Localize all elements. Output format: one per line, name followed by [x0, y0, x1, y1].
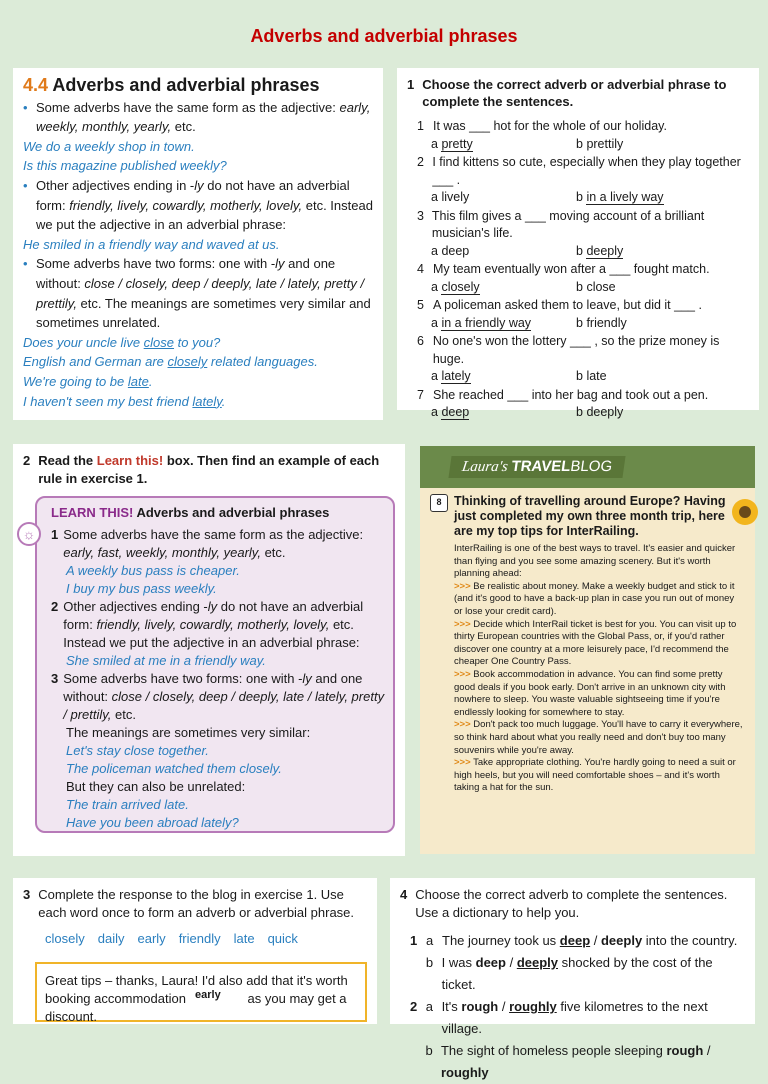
- learn-example: A weekly bus pass is cheaper.: [66, 563, 240, 578]
- exercise-2-card: [13, 444, 405, 856]
- blog-tip: >>> Be realistic about money. Make a weekly budget and stick to it (and it's good to have a back-up plan in case you run out of money or lose your credit card).: [454, 580, 735, 617]
- options: [407, 279, 749, 297]
- question-number: 7: [417, 387, 424, 402]
- blog-tip: >>> Book accommodation in advance. You can find some pretty good deals if you book early. Don't arrive in an unknown city with nowhere to sleep. You waste valuable sightseeing time if you're endlessly looking for somewhere to stay.: [454, 668, 726, 718]
- arrow-icon: >>>: [454, 668, 471, 680]
- option-b[interactable]: b friendly: [576, 315, 627, 330]
- item-letter: a: [425, 999, 434, 1014]
- word-bank-item: early: [137, 931, 166, 946]
- option-a[interactable]: a lively: [431, 190, 470, 204]
- question-text: My team eventually won after a ___ fought match.: [433, 262, 710, 276]
- options: [407, 243, 749, 261]
- item-text: It's rough / roughly five kilometres to the next village.: [441, 999, 708, 1036]
- example-3: He smiled in a friendly way and waved at us.: [23, 236, 280, 252]
- exercise-1-list: [407, 118, 749, 422]
- option-text: deeply: [586, 405, 624, 419]
- question-number: 1: [417, 119, 424, 133]
- question: [407, 208, 749, 243]
- options: [407, 315, 749, 333]
- option-text: lively: [441, 190, 470, 204]
- learn-example: I buy my bus pass weekly.: [66, 581, 217, 596]
- travel-blog-card: [420, 446, 755, 854]
- question-number: 2: [417, 155, 424, 169]
- blog-intro: InterRailing is one of the best ways to travel. It's easier and quicker than flying and you see some amazing scenery. But it's worth planning ahead:: [454, 543, 736, 580]
- blog-brand: Laura's TRAVELBLOG: [448, 456, 625, 478]
- option-a[interactable]: a in a friendly way: [431, 315, 532, 330]
- blog-body: [420, 488, 755, 795]
- blog-tip: >>> Take appropriate clothing. You're hardly going to need a suit or high heels, but you will need comfortable shoes – and it's worth taking a hat for the sun.: [454, 757, 736, 794]
- sunflower-icon: [727, 496, 757, 530]
- option-b[interactable]: b deeply: [576, 405, 624, 419]
- option-text: deeply: [586, 243, 624, 258]
- exercise-4-list: [400, 930, 745, 1084]
- question-text: She reached ___ into her bag and took out a pen.: [433, 387, 709, 402]
- learn-example: The policeman watched them closely.: [66, 761, 282, 776]
- question-number: 3: [417, 208, 424, 223]
- option-a[interactable]: a closely: [431, 279, 480, 294]
- option-text: closely: [441, 279, 480, 294]
- question: [407, 387, 749, 405]
- question: [407, 261, 749, 279]
- item-number: [410, 1040, 419, 1084]
- word-bank-item: late: [233, 931, 255, 946]
- word-bank-item: closely: [45, 931, 85, 946]
- exercise-4-item: [400, 996, 745, 1040]
- item-text: I was deep / deeply shocked by the cost of the ticket.: [441, 955, 713, 992]
- option-b[interactable]: b prettily: [576, 136, 624, 151]
- question-text: This film gives a ___ moving account of a brilliant musician's life.: [431, 208, 705, 240]
- word-bank-item: friendly: [178, 931, 221, 946]
- example-4: Does your uncle live close to you?: [23, 334, 221, 350]
- blog-tips: [430, 581, 743, 795]
- learn-example: She smiled at me in a friendly way.: [66, 653, 266, 668]
- exercise-4-item: [400, 930, 745, 952]
- question-number: 4: [417, 262, 424, 276]
- learn-this-title: LEARN THIS! Adverbs and adverbial phrases: [51, 505, 330, 520]
- calendar-icon: 8: [430, 494, 448, 512]
- item-text: The journey took us deep / deeply into the country.: [442, 933, 738, 948]
- choice-2[interactable]: roughly: [509, 999, 557, 1014]
- options: [407, 189, 749, 207]
- option-text: deep: [441, 405, 470, 419]
- lightbulb-icon: ☼: [17, 522, 41, 546]
- example-2: Is this magazine published weekly?: [23, 158, 227, 174]
- section-heading: [23, 76, 373, 96]
- option-text: lately: [441, 369, 471, 383]
- choice-1[interactable]: deep: [559, 933, 591, 948]
- option-b[interactable]: b late: [576, 369, 607, 383]
- blog-tip: >>> Decide which InterRail ticket is best for you. You can visit up to thirty European countries with the Global Pass, or, if you'd rather discover one country at a more leisurely pace, I'd recommend the cheaper One Country Pass.: [454, 618, 737, 668]
- option-b[interactable]: b close: [576, 279, 616, 294]
- exercise-4-item: [400, 952, 745, 996]
- question: [407, 118, 749, 136]
- exercise-3-heading: 3 Complete the response to the blog in exercise 1. Use each word once to form an adverb or adverbial phrase.: [23, 887, 355, 920]
- option-text: pretty: [441, 136, 473, 151]
- question-number: 5: [417, 298, 424, 312]
- option-a[interactable]: a lately: [431, 369, 471, 383]
- option-a[interactable]: a pretty: [431, 136, 473, 151]
- choice-1[interactable]: rough: [666, 1043, 704, 1058]
- item-letter: b: [425, 955, 434, 970]
- question-text: No one's won the lottery ___ , so the prize money is huge.: [432, 334, 720, 366]
- exercise-2-heading: 2 Read the Learn this! box. Then find an example of each rule in exercise 1.: [23, 453, 380, 486]
- learn-rule-1: 1 Some adverbs have the same form as the adjective: early, fast, weekly, monthly, yearly, etc.: [51, 527, 364, 560]
- choice-1[interactable]: deep: [475, 955, 506, 970]
- question: [407, 154, 749, 189]
- option-a[interactable]: a deep: [431, 243, 470, 258]
- question-number: 6: [417, 334, 424, 348]
- option-text: in a friendly way: [441, 315, 532, 330]
- word-bank-item: daily: [97, 931, 125, 946]
- question-text: A policeman asked them to leave, but did it ___ .: [433, 298, 702, 312]
- blog-heading: 8 Thinking of travelling around Europe? Having just completed my own three month trip, here are my top tips for InterRailing.: [430, 494, 743, 539]
- option-text: close: [586, 279, 616, 294]
- options: [407, 404, 749, 422]
- example-5: English and German are closely related languages.: [23, 354, 318, 370]
- learn-text: But they can also be unrelated:: [66, 779, 246, 794]
- example-1: We do a weekly shop in town.: [23, 138, 195, 154]
- learn-rule-3: 3 Some adverbs have two forms: one with -ly and one without: close / closely, deep / deeply, late / lately, pretty / prettily, etc.: [51, 671, 385, 722]
- option-text: late: [586, 369, 607, 383]
- options: [407, 136, 749, 154]
- learn-example: Have you been abroad lately?: [66, 815, 239, 830]
- rule-2: • Other adjectives ending in -ly do not have an adverbial form: friendly, lively, cowardly, motherly, lovely, etc. Instead we put the adjective in an adverbial phrase:: [23, 176, 373, 235]
- exercise-4-heading: 4 Choose the correct adverb to complete the sentences. Use a dictionary to help you.: [400, 887, 728, 920]
- word-bank-item: quick: [267, 931, 298, 946]
- learn-text: The meanings are sometimes very similar:: [66, 725, 311, 740]
- option-a[interactable]: a deep: [431, 405, 470, 419]
- arrow-icon: >>>: [454, 719, 471, 731]
- choice-2[interactable]: deeply: [516, 955, 558, 970]
- item-letter: a: [426, 933, 434, 948]
- learn-this-box: [22, 496, 395, 833]
- arrow-icon: >>>: [454, 618, 471, 630]
- exercise-4-card: [390, 878, 755, 1080]
- blog-tip: >>> Don't pack too much luggage. You'll have to carry it everywhere, so think hard about what you really need and don't buy too many souvenirs while you're away.: [454, 719, 743, 756]
- question: [407, 333, 749, 368]
- option-b[interactable]: b in a lively way: [576, 190, 664, 204]
- exercise-4-item: [400, 1040, 745, 1084]
- question: [407, 297, 749, 315]
- item-number: [410, 952, 420, 996]
- blog-header: [420, 446, 755, 488]
- section-title: Adverbs and adverbial phrases: [52, 75, 320, 95]
- rule-1: • Some adverbs have the same form as the adjective: early, weekly, monthly, yearly, etc.: [23, 98, 373, 137]
- item-text: The sight of homeless people sleeping rough / roughly: [440, 1043, 711, 1080]
- option-text: prettily: [586, 136, 624, 151]
- word-bank: [45, 930, 367, 948]
- option-text: deep: [441, 243, 470, 258]
- section-number: 4.4: [23, 75, 49, 95]
- grammar-reference-card: [13, 68, 383, 420]
- example-7: I haven't seen my best friend lately.: [23, 393, 226, 409]
- response-box: Great tips – thanks, Laura! I'd also add that it's worth booking accommodation as you may get a discount. early: [35, 962, 367, 1022]
- option-text: friendly: [586, 315, 627, 330]
- choice-2[interactable]: deeply: [600, 933, 643, 948]
- rule-3: • Some adverbs have two forms: one with -ly and one without: close / closely, deep / deeply, late / lately, pretty / prettily, etc. The meanings are sometimes very similar and sometimes unrelated.: [23, 254, 373, 332]
- page-title: Adverbs and adverbial phrases: [250, 26, 518, 46]
- item-letter: b: [425, 1043, 433, 1058]
- question-text: I find kittens so cute, especially when they play together ___ .: [432, 155, 741, 187]
- option-text: in a lively way: [586, 190, 664, 204]
- choice-2[interactable]: roughly: [440, 1065, 489, 1080]
- learn-example: The train arrived late.: [66, 797, 189, 812]
- arrow-icon: >>>: [454, 580, 471, 592]
- example-6: We're going to be late.: [23, 373, 153, 389]
- choice-1[interactable]: rough: [461, 999, 499, 1014]
- exercise-1-heading: 1 Choose the correct adverb or adverbial phrase to complete the sentences.: [407, 77, 727, 109]
- learn-example: Let's stay close together.: [66, 743, 209, 758]
- item-number: 1: [410, 933, 418, 948]
- options: [407, 368, 749, 386]
- arrow-icon: >>>: [454, 757, 471, 769]
- question-text: It was ___ hot for the whole of our holiday.: [433, 119, 667, 133]
- exercise-3-card: [13, 878, 377, 1024]
- exercise-1-card: [397, 68, 759, 419]
- item-number: 2: [410, 999, 418, 1014]
- filled-answer: early: [195, 989, 221, 1001]
- option-b[interactable]: b deeply: [576, 243, 624, 258]
- learn-rule-2: 2 Other adjectives ending -ly do not have an adverbial form: friendly, lively, cowardly, motherly, lovely, etc. Instead we put the adjective in an adverbial phrase:: [51, 599, 364, 650]
